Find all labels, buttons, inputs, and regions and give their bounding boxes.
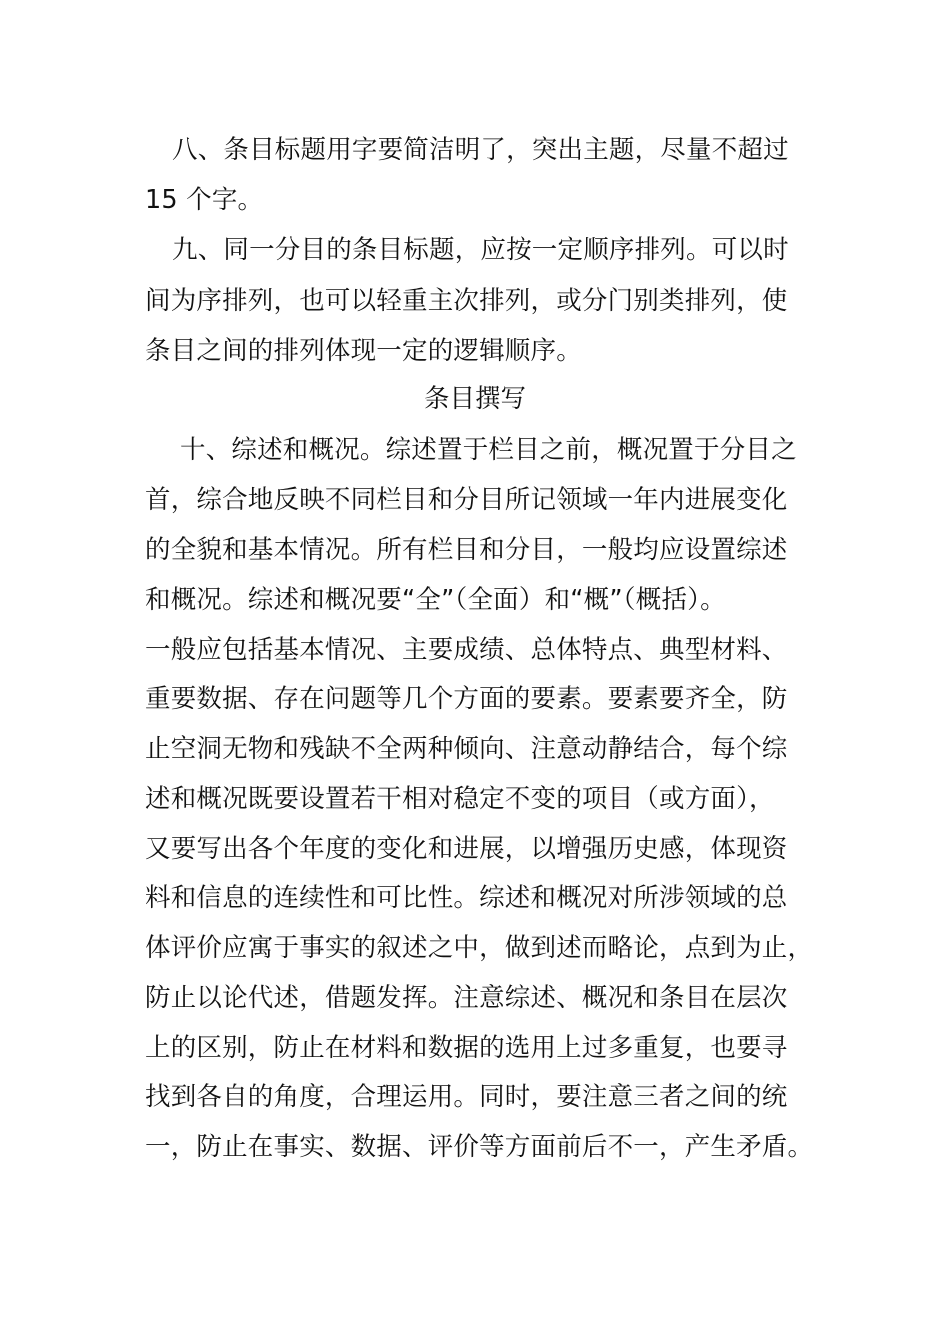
- para9-line-1: 九、同一分目的条目标题，应按一定顺序排列。可以时: [172, 235, 789, 265]
- para10-line-1: 十、综述和概况。综述置于栏目之前，概况置于分目之: [180, 435, 797, 465]
- para8-line-2: 15 个字。: [145, 185, 264, 215]
- para10-line-4: 和概况。综述和概况要“全”（全面）和“概”（概括）。: [145, 585, 726, 615]
- para10-line-12: 防止以论代述，借题发挥。注意综述、概况和条目在层次: [145, 983, 788, 1013]
- para10-line-13: 上的区别，防止在材料和数据的选用上过多重复，也要寻: [145, 1033, 788, 1063]
- para10-line-2: 首，综合地反映不同栏目和分目所记领域一年内进展变化: [145, 485, 788, 515]
- para10-line-3: 的全貌和基本情况。所有栏目和分目，一般均应设置综述: [145, 535, 788, 565]
- para10-line-8: 述和概况既要设置若干相对稳定不变的项目（或方面），: [145, 784, 775, 814]
- para10-line-11: 体评价应寓于事实的叙述之中，做到述而略论，点到为止，: [145, 933, 814, 963]
- para10-line-9: 又要写出各个年度的变化和进展，以增强历史感，体现资: [145, 834, 788, 864]
- para10-line-7: 止空洞无物和残缺不全两种倾向、注意动静结合，每个综: [145, 734, 788, 764]
- para8-line-1: 八、条目标题用字要简洁明了，突出主题，尽量不超过: [172, 135, 789, 165]
- para10-line-6: 重要数据、存在问题等几个方面的要素。要素要齐全，防: [145, 684, 788, 714]
- para10-line-15: 一，防止在事实、数据、评价等方面前后不一，产生矛盾。: [145, 1132, 814, 1162]
- para10-line-14: 找到各自的角度，合理运用。同时，要注意三者之间的统: [145, 1082, 788, 1112]
- para9-line-3: 条目之间的排列体现一定的逻辑顺序。: [145, 336, 582, 366]
- section-heading: 条目撰写: [423, 384, 526, 414]
- para10-line-10: 料和信息的连续性和可比性。综述和概况对所涉领域的总: [145, 883, 788, 913]
- para10-line-5: 一般应包括基本情况、主要成绩、总体特点、典型材料、: [145, 635, 788, 665]
- para9-line-2: 间为序排列，也可以轻重主次排列，或分门别类排列，使: [145, 286, 788, 316]
